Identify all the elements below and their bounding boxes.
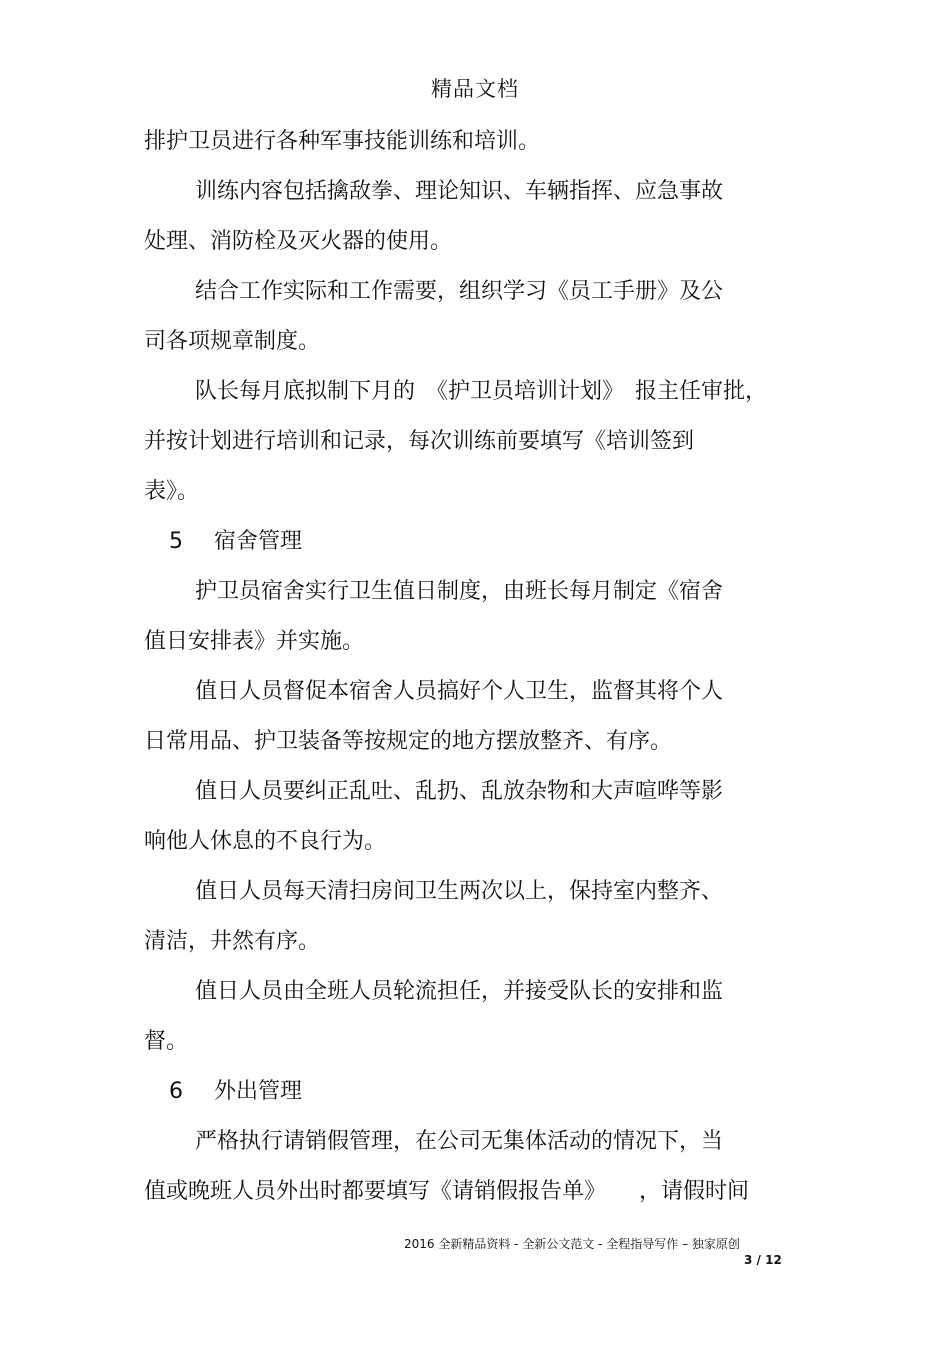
body-line: 处理、消防栓及灭火器的使用。 xyxy=(144,229,453,254)
body-line: 排护卫员进行各种军事技能训练和培训。 xyxy=(144,129,541,154)
body-line: 值日安排表》并实施。 xyxy=(144,629,365,654)
body-line: 护卫员宿舍实行卫生值日制度，由班长每月制定《宿舍 xyxy=(195,579,724,604)
page-number: 3 / 12 xyxy=(744,1253,782,1267)
body-line: 严格执行请销假管理，在公司无集体活动的情况下，当 xyxy=(195,1129,724,1154)
body-line: 训练内容包括擒敌拳、理论知识、车辆指挥、应急事故 xyxy=(195,179,724,204)
body-line: 值日人员要纠正乱吐、乱扔、乱放杂物和大声喧哗等影 xyxy=(195,779,724,804)
body-line: 清洁，井然有序。 xyxy=(144,929,321,954)
section-number: 6 xyxy=(169,1079,183,1104)
body-line: 督。 xyxy=(144,1029,189,1054)
page-header: 精品文档 xyxy=(431,77,519,101)
body-line: 并按计划进行培训和记录，每次训练前要填写《培训签到 xyxy=(144,429,695,454)
body-line: 结合工作实际和工作需要，组织学习《员工手册》及公 xyxy=(195,279,724,304)
body-line: 响他人休息的不良行为。 xyxy=(144,829,387,854)
section-title: 外出管理 xyxy=(214,1079,303,1104)
body-line: 表》。 xyxy=(144,479,200,504)
body-line: 司各项规章制度。 xyxy=(144,329,321,354)
body-line: 值或晚班人员外出时都要填写《请销假报告单》 ，请假时间 xyxy=(144,1179,750,1204)
page-footer-text: 2016 全新精品资料 - 全新公文范文 - 全程指导写作 – 独家原创 xyxy=(404,1237,740,1251)
body-line: 日常用品、护卫装备等按规定的地方摆放整齐、有序。 xyxy=(144,729,673,754)
section-number: 5 xyxy=(169,529,183,554)
section-title: 宿舍管理 xyxy=(214,529,303,554)
body-line: 队长每月底拟制下月的 《护卫员培训计划》 报主任审批， xyxy=(195,379,768,404)
body-line: 值日人员督促本宿舍人员搞好个人卫生，监督其将个人 xyxy=(195,679,724,704)
body-line: 值日人员由全班人员轮流担任，并接受队长的安排和监 xyxy=(195,979,724,1004)
body-line: 值日人员每天清扫房间卫生两次以上，保持室内整齐、 xyxy=(195,879,724,904)
